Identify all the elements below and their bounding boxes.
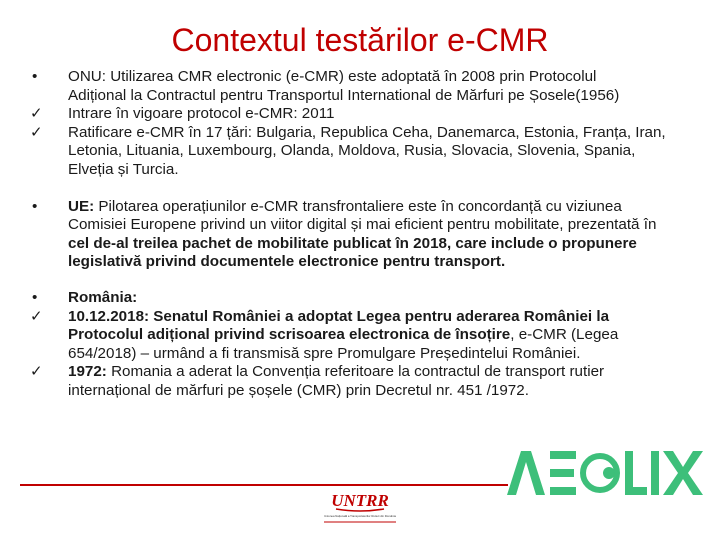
aeolix-logo [505, 445, 710, 500]
list-item [28, 198, 698, 272]
text-line: Comisiei Europene privind un viitor digital și mai eficient pentru mobilitate, prezentată în [68, 216, 657, 234]
aeolix-wordmark [507, 451, 703, 495]
text-line [68, 326, 698, 345]
bullet-icon: • [32, 288, 38, 306]
bullet-icon: • [32, 197, 38, 215]
bullet-icon: • [32, 68, 38, 85]
untrr-subtitle: Uniunea Națională a Transportatorilor Rutieri din România [324, 514, 396, 518]
text-line: Intrare în vigoare protocol e-CMR: 2011 [68, 105, 335, 123]
cmr-1972-text [68, 363, 698, 400]
text-line: ONU: Utilizarea CMR electronic (e-CMR) este adoptată în 2008 prin Protocolul [68, 68, 597, 85]
text-line [68, 363, 698, 382]
untrr-wordmark [324, 491, 396, 522]
untrr-logo [318, 489, 402, 527]
list-item [28, 68, 698, 105]
year-label: 1972: [68, 363, 107, 381]
ue-label: UE: [68, 197, 95, 215]
text-line: Ratificare e-CMR în 17 țări: Bulgaria, Republica Ceha, Danemarca, Estonia, Franța, Iran, [68, 123, 666, 141]
senate-text [68, 308, 698, 364]
slide-content [28, 68, 698, 401]
text-line: Letonia, Lituania, Luxembourg, Olanda, Moldova, Rusia, Slovacia, Slovenia, Spania, [68, 142, 636, 160]
ue-text [68, 198, 698, 272]
checkmark-icon: ✓ [30, 105, 43, 123]
romania-heading: România: [68, 288, 138, 306]
spacer [28, 272, 698, 289]
checkmark-icon: ✓ [30, 363, 43, 381]
list-item [28, 124, 698, 180]
text-line: legislativă privind documentele electronice pentru transport. [68, 253, 506, 271]
text-line: internațional de mărfuri pe șoșele (CMR) prin Decretul nr. 451 /1972. [68, 381, 529, 399]
list-item [28, 363, 698, 400]
untrr-logo-text: UNTRR [331, 491, 389, 510]
onu-text [68, 68, 698, 105]
text-line: 654/2018) – urmând a fi transmisă spre Promulgare Președintelui României. [68, 344, 581, 362]
footer-divider [20, 484, 508, 486]
text-line: 10.12.2018: Senatul României a adoptat Legea pentru aderarea României la [68, 307, 610, 325]
text-span: Romania a aderat la Convenția referitoare la contractul de transport rutier [106, 363, 605, 381]
checkmark-icon: ✓ [30, 123, 43, 141]
spacer [28, 180, 698, 198]
text-span: Pilotarea operațiunilor e-CMR transfrontaliere este în concordanță cu viziunea [94, 197, 622, 215]
text-line [68, 198, 698, 217]
text-span: , e-CMR (Legea [510, 326, 619, 344]
text-span: Protocolul adițional privind scrisoarea electronica de însoțire [68, 326, 511, 344]
text-line: Elveția și Turcia. [68, 160, 179, 178]
ratification-text [68, 124, 698, 180]
text-line: cel de-al treilea pachet de mobilitate publicat în 2018, care include o propunere [68, 234, 637, 252]
text-line: Adițional la Contractul pentru Transportul International de Mărfuri pe Șosele(1956) [68, 86, 620, 104]
list-item [28, 289, 698, 308]
list-item [28, 308, 698, 364]
slide-title: Contextul testărilor e-CMR [171, 22, 549, 58]
list-item [28, 105, 698, 124]
checkmark-icon: ✓ [30, 307, 43, 325]
